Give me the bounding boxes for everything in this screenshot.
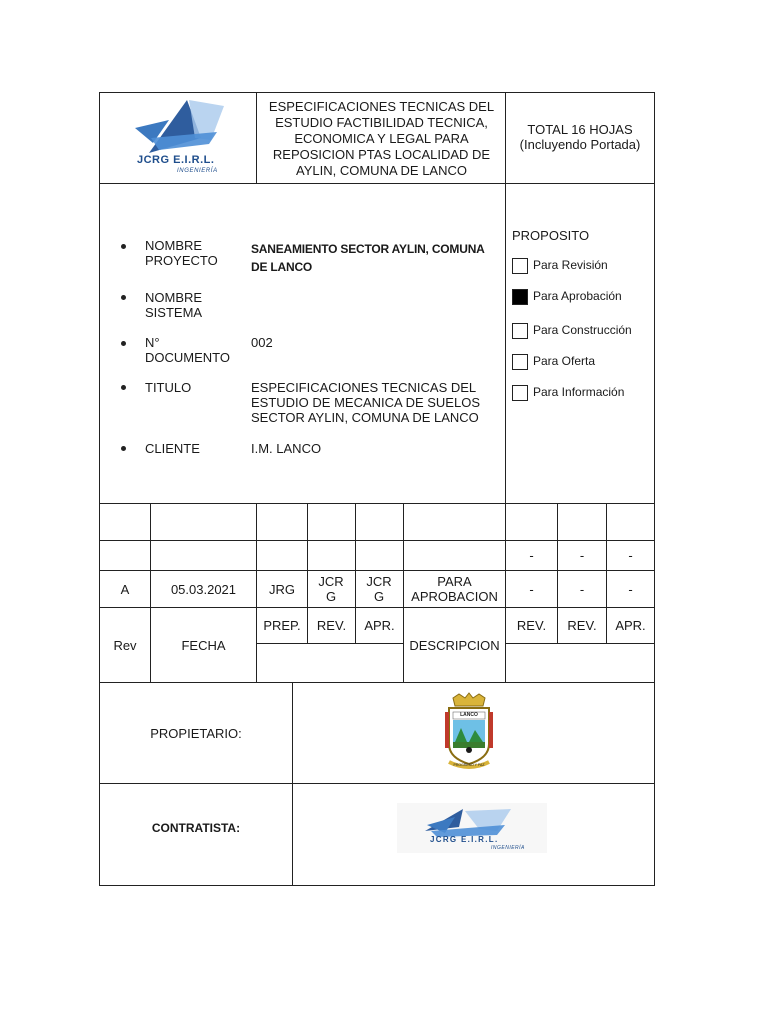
contratista-logo-subtext: INGENIERÍA [491,845,525,851]
lanco-seal [439,692,499,774]
contratista-label: CONTRATISTA: [151,820,241,835]
header-fecha: FECHA [181,637,226,653]
row-a-apr: - [628,581,633,597]
para-construccion-checkbox[interactable] [512,323,528,339]
total-sheets [506,122,654,152]
document-sheet [99,92,655,885]
header-rev: Rev [113,637,137,653]
row-a-apr-by: JCRG [366,574,392,604]
header-prep: PREP. [263,618,301,633]
cliente-value: I.M. LANCO [251,441,322,456]
logo-mark-icon [129,98,229,158]
documento-value: 002 [251,335,273,350]
header-apr-by: APR. [364,618,395,633]
row-a-rev-by: JCRG [318,574,344,604]
row2-apr: - [628,548,633,563]
header-rev2: REV. [567,618,597,633]
total-sheets-line2: (Incluyendo Portada) [519,137,641,152]
document-title: ESPECIFICACIONES TECNICAS DEL ESTUDIO FACTIBILIDAD TECNICA, ECONOMICA Y LEGAL PARA REPOSICION PTAS LOCALIDAD DE AYLIN, COMUNA DE LANCO [268,99,495,178]
company-logo [129,98,229,178]
para-construccion-label: Para Construcción [533,323,632,337]
contratista-logo [397,803,547,853]
header-descripcion: DESCRIPCION [409,637,500,653]
para-aprobacion-label: Para Aprobación [533,289,622,303]
header-rev-by: REV. [316,618,347,633]
proposito-title: PROPOSITO [512,228,590,243]
propietario-label: PROPIETARIO: [150,725,242,741]
municipal-seal-icon [439,692,499,774]
documento-label: N° DOCUMENTO [145,335,230,365]
titulo-value: ESPECIFICACIONES TECNICAS DEL ESTUDIO DE MECANICA DE SUELOS SECTOR AYLIN, COMUNA DE LANCO [251,380,480,425]
header-apr: APR. [615,618,646,633]
titulo-label: TITULO [145,380,192,395]
row-a-rev1: - [529,581,534,597]
row-a-fecha: 05.03.2021 [170,581,237,597]
seal-motto: PROGRESO Y PAZ [453,763,485,767]
row2-rev1: - [529,548,534,563]
nombre-proyecto-value: SANEAMIENTO SECTOR AYLIN, COMUNA DE LANCO [251,242,485,274]
logo-subtext: INGENIERÍA [177,168,218,174]
para-oferta-label: Para Oferta [533,354,596,368]
para-oferta-checkbox[interactable] [512,354,528,370]
para-revision-label: Para Revisión [533,258,608,272]
nombre-proyecto-label: NOMBRE PROYECTO [145,238,218,268]
header-rev1: REV. [516,618,547,633]
seal-text: LANCO [460,712,478,718]
para-aprobacion-checkbox[interactable] [512,289,528,305]
para-informacion-label: Para Información [533,385,625,399]
cliente-label: CLIENTE [145,441,200,456]
para-informacion-checkbox[interactable] [512,385,528,401]
contratista-logo-text: JCRG E.I.R.L. [430,835,499,844]
nombre-sistema-label: NOMBRE SISTEMA [145,290,203,320]
row2-rev2: - [579,548,585,563]
row-a-prep: JRG [269,581,295,597]
logo-text: JCRG E.I.R.L. [137,154,215,166]
row-a-rev2: - [579,581,585,597]
row-a-rev: A [120,581,130,597]
total-sheets-line1: TOTAL 16 HOJAS [527,122,633,137]
para-revision-checkbox[interactable] [512,258,528,274]
row-a-descripcion: PARA APROBACION [411,574,498,604]
